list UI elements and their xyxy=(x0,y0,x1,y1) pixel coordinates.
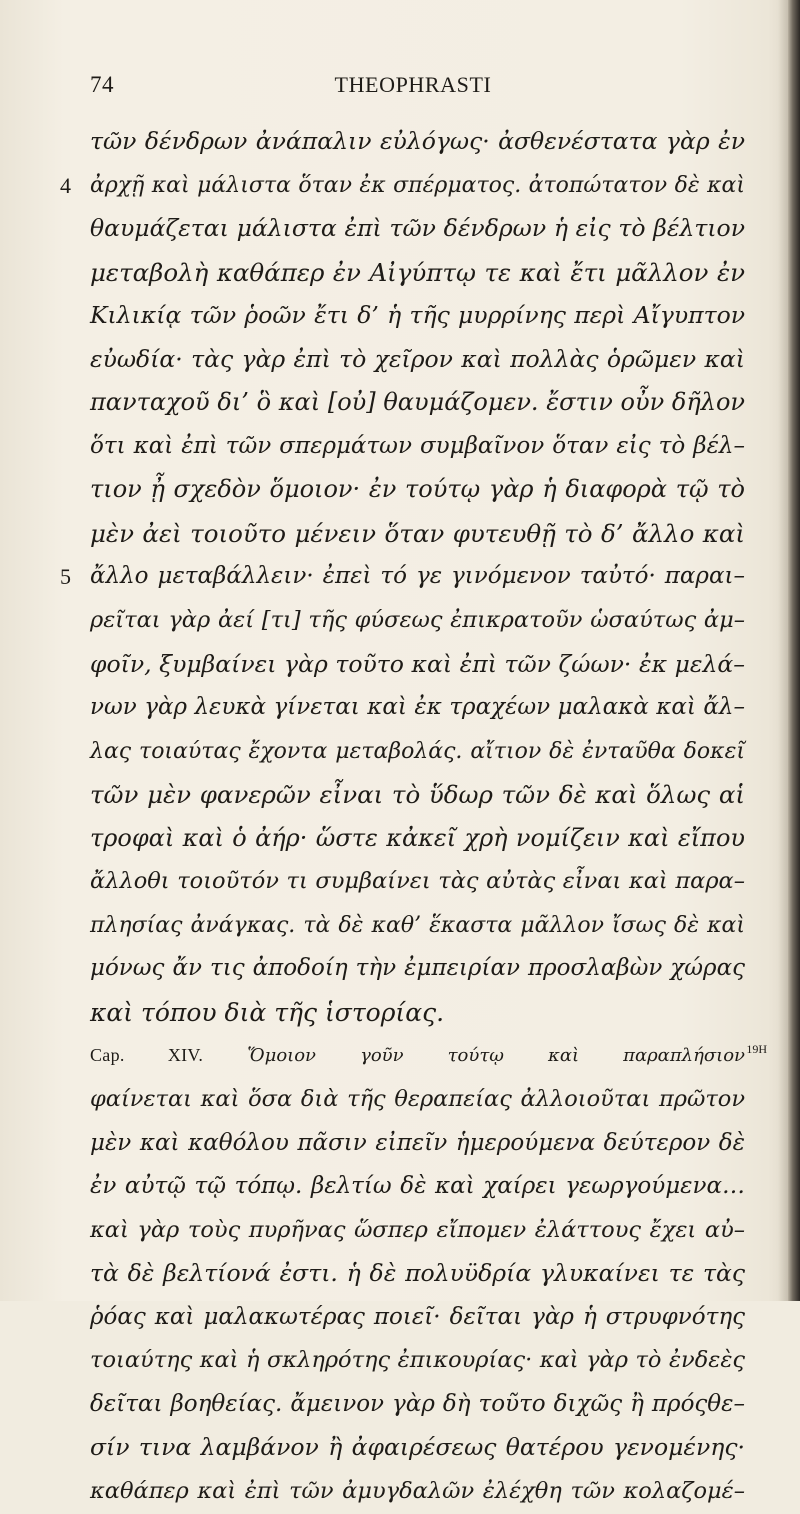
line-text: τοιαύτης καὶ ἡ σκληρότης ἐπικουρίας· καὶ γὰρ τὸ ἐνδεὲς xyxy=(90,1347,745,1374)
text-line xyxy=(90,1252,745,1296)
line-text: τῶν δένδρων ἀνάπαλιν εὐλόγως· ἀσθενέστατα γὰρ ἐν xyxy=(90,127,745,155)
text-line xyxy=(90,860,745,904)
line-text: μόνως ἄν τις ἀποδοίη τὴν ἐμπειρίαν προσλαβὼν χώρας xyxy=(90,955,745,982)
line-text: τὰ δὲ βελτίονά ἐστι. ἡ δὲ πολυϋδρία γλυκαίνει τε τὰς xyxy=(90,1259,745,1288)
text-line xyxy=(90,120,745,164)
text-line xyxy=(90,730,745,774)
line-text: μὲν καὶ καθόλου πᾶσιν εἰπεῖν ἡμερούμενα δεύτερον δὲ xyxy=(90,1129,745,1156)
text-line xyxy=(90,1209,745,1253)
line-text: Κιλικίᾳ τῶν ῥοῶν ἔτι δ’ ἡ τῆς μυρρίνης περὶ Αἴγυπτον xyxy=(90,301,745,330)
line-text: τιον ᾖ σχεδὸν ὅμοιον· ἐν τούτῳ γὰρ ἡ διαφορὰ τῷ τὸ xyxy=(90,475,745,504)
text-line xyxy=(90,1296,745,1340)
text-line xyxy=(90,468,745,512)
line-text: φοῖν, ξυμβαίνει γὰρ τοῦτο καὶ ἐπὶ τῶν ζώων· ἐκ μελά– xyxy=(90,649,745,678)
text-line xyxy=(90,1122,745,1166)
text-line xyxy=(90,599,745,643)
text-line xyxy=(90,294,745,338)
line-text: ἀρχῇ καὶ μάλιστα ὅταν ἐκ σπέρματος. ἀτοπώτατον δὲ καὶ xyxy=(90,172,745,198)
text-line xyxy=(90,1078,745,1122)
text-line xyxy=(90,991,745,1035)
text-line xyxy=(90,425,745,469)
line-text: ρεῖται γὰρ ἀεί [τι] τῆς φύσεως ἐπικρατοῦν ὡσαύτως ἀμ– xyxy=(90,607,745,634)
side-reference: 19H xyxy=(746,1042,767,1057)
text-line xyxy=(90,1339,745,1383)
text-line xyxy=(90,643,745,687)
line-text: ἄλλο μεταβάλλειν· ἐπεὶ τό γε γινόμενον ταὐτό· παραι– xyxy=(90,563,745,590)
line-text: πανταχοῦ δι’ ὃ καὶ [οὐ] θαυμάζομεν. ἔστιν οὖν δῆλον xyxy=(90,388,745,417)
text-line xyxy=(90,1426,745,1470)
text-line xyxy=(90,1470,745,1514)
line-text: φαίνεται καὶ ὅσα διὰ τῆς θεραπείας ἀλλοιοῦται πρῶτον xyxy=(90,1086,745,1113)
chapter-heading: Cap. XIV. xyxy=(90,1045,204,1066)
text-line xyxy=(90,512,745,556)
line-text: λας τοιαύτας ἔχοντα μεταβολάς. αἴτιον δὲ ἐνταῦθα δοκεῖ xyxy=(90,738,745,764)
text-line xyxy=(60,555,745,599)
line-text: τροφαὶ καὶ ὁ ἀήρ· ὥστε κἀκεῖ χρὴ νομίζειν καὶ εἴπου xyxy=(90,823,745,852)
line-text: νων γὰρ λευκὰ γίνεται καὶ ἐκ τραχέων μαλακὰ καὶ ἄλ– xyxy=(90,694,745,721)
text-line xyxy=(90,1383,745,1427)
line-text: ἄλλοθι τοιοῦτόν τι συμβαίνει τὰς αὐτὰς εἶναι καὶ παρα– xyxy=(90,868,745,895)
line-text: θαυμάζεται μάλιστα ἐπὶ τῶν δένδρων ἡ εἰς τὸ βέλτιον xyxy=(90,214,745,243)
text-line xyxy=(90,381,745,425)
line-text: καὶ γὰρ τοὺς πυρῆνας ὥσπερ εἴπομεν ἐλάττους ἔχει αὐ– xyxy=(90,1216,745,1243)
line-text: ἐν αὐτῷ τῷ τόπῳ. βελτίω δὲ καὶ χαίρει γεωργούμενα… xyxy=(90,1173,745,1200)
line-text: μεταβολὴ καθάπερ ἐν Αἰγύπτῳ τε καὶ ἔτι μᾶλλον ἐν xyxy=(90,257,745,287)
line-text: εὐωδία· τὰς γὰρ ἐπὶ τὸ χεῖρον καὶ πολλὰς ὁρῶμεν καὶ xyxy=(90,344,745,373)
text-line xyxy=(90,817,745,861)
text-line xyxy=(90,904,745,948)
book-spine-edge xyxy=(788,0,800,1301)
line-text: καὶ τόπου διὰ τῆς ἱστορίας. xyxy=(90,997,445,1027)
line-text: Ὅμοιον γοῦν τούτῳ καὶ παραπλήσιον xyxy=(247,1045,745,1067)
text-line xyxy=(90,947,745,991)
line-text: καθάπερ καὶ ἐπὶ τῶν ἀμυγδαλῶν ἐλέχθη τῶν κολαζομέ– xyxy=(90,1477,745,1504)
text-line xyxy=(90,251,745,295)
margin-section-number: 5 xyxy=(60,564,71,590)
margin-section-number: 4 xyxy=(60,172,71,198)
running-head: THEOPHRASTI xyxy=(334,72,492,97)
text-line xyxy=(90,338,745,382)
text-line xyxy=(60,164,745,208)
line-text: σίν τινα λαμβάνον ἢ ἀφαιρέσεως θατέρου γενομένης· xyxy=(90,1433,745,1462)
text-line xyxy=(90,686,745,730)
text-line xyxy=(90,773,745,817)
line-text: τῶν μὲν φανερῶν εἶναι τὸ ὕδωρ τῶν δὲ καὶ ὅλως αἱ xyxy=(90,780,745,810)
page-number: 74 xyxy=(90,72,114,97)
line-text: ὅτι καὶ ἐπὶ τῶν σπερμάτων συμβαῖνον ὅταν εἰς τὸ βέλ– xyxy=(90,432,745,459)
body-text xyxy=(60,120,767,1514)
line-text: ῥόας καὶ μαλακωτέρας ποιεῖ· δεῖται γὰρ ἡ στρυφνότης xyxy=(90,1303,745,1330)
line-text: μὲν ἀεὶ τοιοῦτο μένειν ὅταν φυτευθῇ τὸ δ’ ἄλλο καὶ xyxy=(90,518,745,548)
text-line xyxy=(90,1165,745,1209)
line-text: πλησίας ἀνάγκας. τὰ δὲ καθ’ ἕκαστα μᾶλλον ἴσως δὲ καὶ xyxy=(90,912,745,938)
text-line xyxy=(90,207,745,251)
line-text: δεῖται βοηθείας. ἄμεινον γὰρ δὴ τοῦτο διχῶς ἢ πρόςθε– xyxy=(90,1390,745,1417)
text-line xyxy=(90,1034,767,1078)
page-edge-shadow xyxy=(778,0,788,1301)
page-header xyxy=(88,72,738,108)
